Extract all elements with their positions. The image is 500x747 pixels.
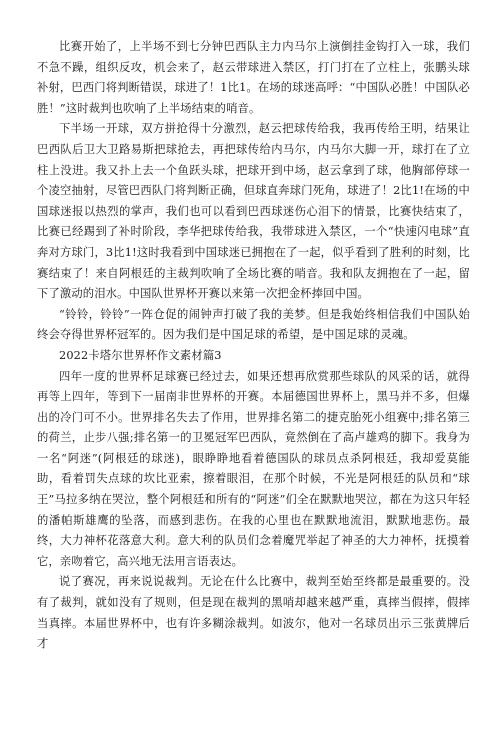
- paragraph-alarm-clock: “铃铃，铃铃”一阵仓促的闹钟声打破了我的美梦。但是我始终相信我们中国队始终会夺得世界杯冠军的。因为我们是中国足球的希望，是中国足球的灵魂。: [37, 307, 470, 342]
- paragraph-first-half: 比赛开始了，上半场不到七分钟巴西队主力内马尔上演倒挂金钩打入一球，我们不急不躁，组织反攻，机会来了，赵云带球进入禁区，打门打在了立柱上，张鹏头球补射，巴西门将判断错误，球进了！1比1。在场的球迷高呼：“中国队必胜！中国队必胜！”这时裁判也吹响了上半场结束的哨音。: [37, 40, 470, 115]
- paragraph-referee: 说了赛况，再来说说裁判。无论在什么比赛中，裁判至始至终都是最重要的。没有了裁判，就如没有了规则，但是现在裁判的黑哨却越来越严重，真摔当假摔，假摔当真摔。本届世界杯中，也有许多糊涂裁判。如波尔，他对一名球员出示三张黄牌后才: [37, 575, 470, 651]
- section-heading: 2022卡塔尔世界杯作文素材篇3: [59, 348, 222, 362]
- document-body: [37, 37, 470, 655]
- paragraph-world-cup-review: 四年一度的世界杯足球赛已经过去，如果还想再欣赏那些球队的风采的话，就得再等上四年，等到下一届南非世界杯的开赛。本届德国世界杯上，黑马并不多，但爆出的冷门可不小。世界排名失去了作用，世界排名第二的捷克胎死小组赛中;排名第三的荷兰，止步八强;排名第一的卫冕冠军巴西队，竟然倒在了高卢雄鸡的脚下。我身为一名“阿迷”(阿根廷的球迷)，眼睁睁地看着德国队的球员点杀阿根廷，我却爱莫能助，看着罚失点球的坎比亚索，擦着眼泪，在那个时候，不光是阿根廷的队员和“球王”马拉多纳在哭泣，整个阿根廷和所有的“阿迷”们全在默默地哭泣，都在为这只年轻的潘帕斯雄鹰的坠落，而感到悲伤。在我的心里也在默默地流泪，默默地悲伤。最终，大力神杯花落意大利。意大利的队员们念着魔咒举起了神圣的大力神杯，抚摸着它，亲吻着它，高兴地无法用言语表达。: [37, 369, 470, 568]
- paragraph-second-half: 下半场一开球，双方拼抢得十分激烈，赵云把球传给我，我再传给王明，结果让巴西队后卫大卫路易斯把球抢去，再把球传给内马尔，内马尔大脚一开，球打在了立柱上没进。我又扑上去一个鱼跃头球，把球开到中场，赵云拿到了球，他胸部停球一个凌空抽射，尽管巴西队门将判断正确，但球直奔球门死角，球进了！2比1!在场的中国球迷报以热烈的掌声，我们也可以看到巴西球迷伤心泪下的情景，比赛快结束了，比赛已经踢到了补时阶段，李华把球传给我，我带球进入禁区，一个“快速闪电球”直奔对方球门，3比1!这时我看到中国球迷已拥抱在了一起，似乎看到了胜利的时刻，比赛结束了！来自阿根廷的主裁判吹响了全场比赛的哨音。我和队友拥抱在了一起，留下了激动的泪水。中国队世界杯开赛以来第一次把金杯捧回中国。: [37, 122, 470, 301]
